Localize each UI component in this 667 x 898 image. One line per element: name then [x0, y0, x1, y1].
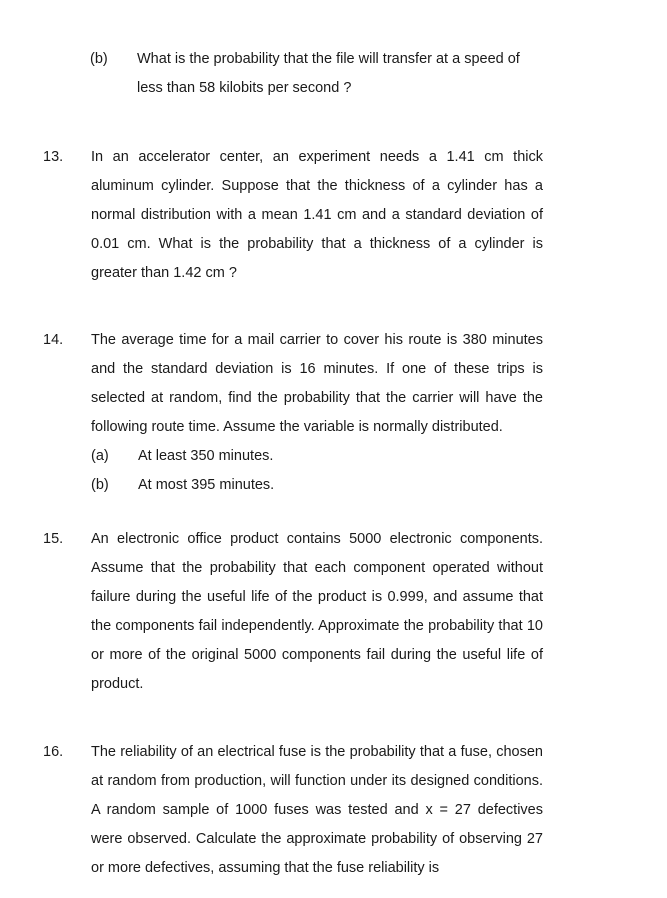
question-14-part-a — [91, 442, 543, 471]
question-number: 13. — [43, 149, 64, 165]
question-text: The reliability of an electrical fuse is the probability that a fuse, chosen at random from production, will function under its designed conditions. A random sample of 1000 fuses was tested and x = 27 defectives were observed. Calculate the approximate probability of observing 27 or more defectives, assuming that the fuse reliability is — [91, 744, 543, 876]
question-text: An electronic office product contains 5000 electronic components. Assume that the probability that each component operated without failure during the useful life of the product is 0.999, and assume that the components fail independently. Approximate the probability that 10 or more of the original 5000 components fail during the useful life of product. — [91, 531, 543, 692]
question-number: 16. — [43, 744, 64, 760]
question-14-part-b — [91, 471, 543, 500]
part-text: At least 350 minutes. — [138, 448, 274, 464]
part-label: (b) — [90, 51, 108, 67]
question-14 — [43, 326, 543, 500]
question-text: In an accelerator center, an experiment needs a 1.41 cm thick aluminum cylinder. Suppose that the thickness of a cylinder has a normal distribution with a mean 1.41 cm and a standard deviation of 0.01 cm. What is the probability that a thickness of a cylinder is greater than 1.42 cm ? — [91, 149, 543, 281]
part-text: At most 395 minutes. — [138, 477, 275, 493]
question-text: The average time for a mail carrier to cover his route is 380 minutes and the standard deviation is 16 minutes. If one of these trips is selected at random, find the probability that the carrier will have the following route time. Assume the variable is normally distributed. — [91, 332, 543, 435]
question-number: 15. — [43, 531, 64, 547]
part-label: (b) — [91, 477, 109, 493]
question-16 — [43, 738, 543, 883]
question-13 — [43, 143, 543, 288]
question-number: 14. — [43, 332, 64, 348]
part-label: (a) — [91, 448, 109, 464]
question-12-part-b — [90, 45, 542, 103]
part-text: What is the probability that the file will transfer at a speed of less than 58 kilobits per second ? — [137, 51, 520, 96]
question-15 — [43, 525, 543, 699]
